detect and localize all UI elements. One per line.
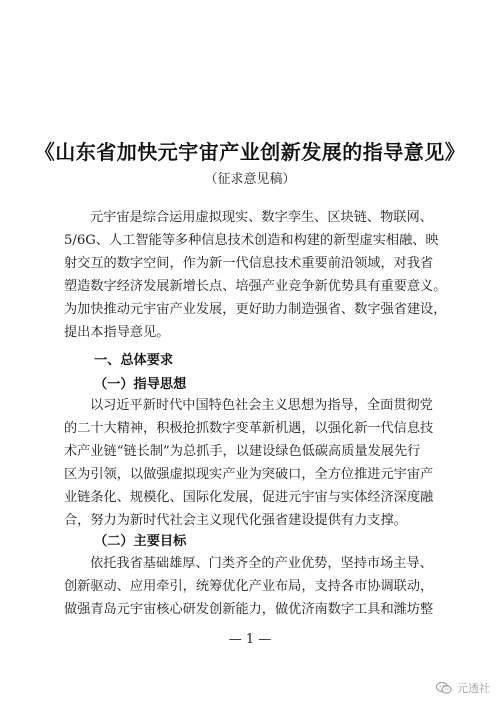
paragraph-line: 区为引领，以做强虚拟现实产业为突破口，全方位推进元宇宙产 xyxy=(64,467,434,482)
paragraph-line: 做强青岛元宇宙核心研发创新能力，做优济南数字工具和潍坊整 xyxy=(64,602,434,617)
guiding-thought-paragraph xyxy=(64,394,449,532)
intro-paragraph xyxy=(64,206,449,344)
document-subtitle: （征求意见稿） xyxy=(204,172,296,187)
intro-line: 提出本指导意见。 xyxy=(64,325,170,340)
page-number: — 1 — xyxy=(228,632,272,647)
document-title: 《山东省加快元宇宙产业创新发展的指导意见》 xyxy=(34,140,466,164)
paragraph-line: 以习近平新时代中国特色社会主义思想为指导，全面贯彻党 xyxy=(90,398,433,413)
intro-line: 为加快推动元宇宙产业发展，更好助力制造强省、数字强省建设， xyxy=(64,302,447,317)
subsection-heading: （一）指导思想 xyxy=(94,377,187,392)
paragraph-line: 合，努力为新时代社会主义现代化强省建设提供有力支撑。 xyxy=(64,513,407,528)
intro-line: 塑造数字经济发展新增长点、培强产业竞争新优势具有重要意义。 xyxy=(64,279,447,294)
paragraph-line: 依托我省基础雄厚、门类齐全的产业优势，坚持市场主导、 xyxy=(90,556,433,571)
main-goals-paragraph xyxy=(64,552,449,621)
intro-line: 5/6G、人工智能等多种信息技术创造和构建的新型虚实相融、映 xyxy=(64,233,439,248)
subsection-heading: （二）主要目标 xyxy=(94,534,187,549)
watermark-label: 元透社 xyxy=(457,682,490,695)
paragraph-line: 创新驱动、应用牵引，统筹优化产业布局，支持各市协调联动， xyxy=(64,579,434,594)
paragraph-line: 的二十大精神，积极抢抓数字变革新机遇，以强化新一代信息技 xyxy=(64,421,434,436)
watermark xyxy=(436,680,490,696)
intro-line: 元宇宙是综合运用虚拟现实、数字孪生、区块链、物联网、 xyxy=(90,210,433,225)
wechat-icon xyxy=(436,681,452,695)
intro-line: 射交互的数字空间，作为新一代信息技术重要前沿领域，对我省 xyxy=(64,256,434,271)
paragraph-line: 业链条化、规模化、国际化发展，促进元宇宙与实体经济深度融 xyxy=(64,490,434,505)
paragraph-line: 术产业链“链长制”为总抓手，以建设绿色低碳高质量发展先行 xyxy=(64,444,421,459)
section-heading: 一、总体要求 xyxy=(94,353,174,368)
